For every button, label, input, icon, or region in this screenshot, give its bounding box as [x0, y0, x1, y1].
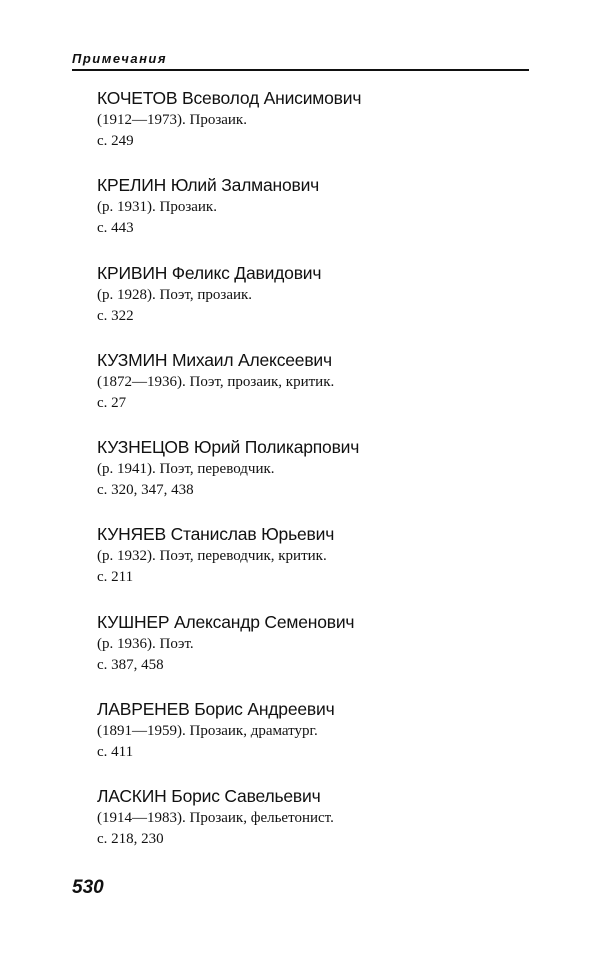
note-entry-lavrenev — [97, 695, 537, 782]
entry-description: (1912—1973). Прозаик. — [97, 112, 247, 128]
entry-name: КРЕЛИН Юлий Залманович — [97, 175, 320, 196]
entry-pages: с. 211 — [97, 569, 134, 586]
note-entry-krivin — [97, 259, 537, 346]
entry-description: (р. 1931). Прозаик. — [97, 199, 217, 216]
entry-pages: с. 218, 230 — [97, 831, 164, 848]
entry-pages: с. 27 — [97, 394, 127, 411]
note-entry-kochetov — [97, 84, 537, 171]
header-rule — [72, 69, 529, 71]
entry-description: (р. 1941). Поэт, переводчик. — [97, 461, 275, 478]
note-entry-kuznetsov — [97, 433, 537, 520]
entry-name: КУШНЕР Александр Семенович — [97, 611, 355, 632]
entry-name: ЛАВРЕНЕВ Борис Андреевич — [97, 699, 335, 720]
entry-name: КУНЯЕВ Станислав Юрьевич — [97, 524, 335, 545]
entry-name: КРИВИН Феликс Давидович — [97, 262, 322, 283]
entry-pages: с. 322 — [97, 307, 134, 324]
entry-description: (1872—1936). Поэт, прозаик, критик. — [97, 373, 335, 390]
note-entry-krelin — [97, 171, 537, 258]
entry-description: (р. 1936). Поэт. — [97, 635, 194, 652]
note-entry-kushner — [97, 608, 537, 695]
entry-name: ЛАСКИН Борис Савельевич — [97, 786, 321, 807]
entry-pages: с. 443 — [97, 220, 134, 237]
entry-description: (1914—1983). Прозаик, фельетонист. — [97, 810, 334, 827]
note-entry-laskin — [97, 782, 537, 869]
note-entry-kunyaev — [97, 520, 537, 607]
running-head: Примечания — [72, 51, 168, 66]
page-number: 530 — [72, 877, 104, 898]
entry-name: КУЗМИН Михаил Алексеевич — [97, 349, 332, 370]
entry-name: КУЗНЕЦОВ Юрий Поликарпович — [97, 437, 360, 458]
notes-list — [97, 84, 537, 870]
entry-description: (р. 1928). Поэт, прозаик. — [97, 286, 253, 303]
entry-description: (р. 1932). Поэт, переводчик, критик. — [97, 548, 327, 565]
note-entry-kuzmin — [97, 346, 537, 433]
entry-pages: с. 411 — [97, 744, 134, 761]
entry-description: (1891—1959). Прозаик, драматург. — [97, 723, 318, 740]
entry-pages: с. 320, 347, 438 — [97, 482, 194, 499]
entry-pages: с. 387, 458 — [97, 656, 164, 673]
entry-name: КОЧЕТОВ Всеволод Анисимович — [97, 88, 362, 108]
entry-pages: с. 249 — [97, 133, 134, 149]
